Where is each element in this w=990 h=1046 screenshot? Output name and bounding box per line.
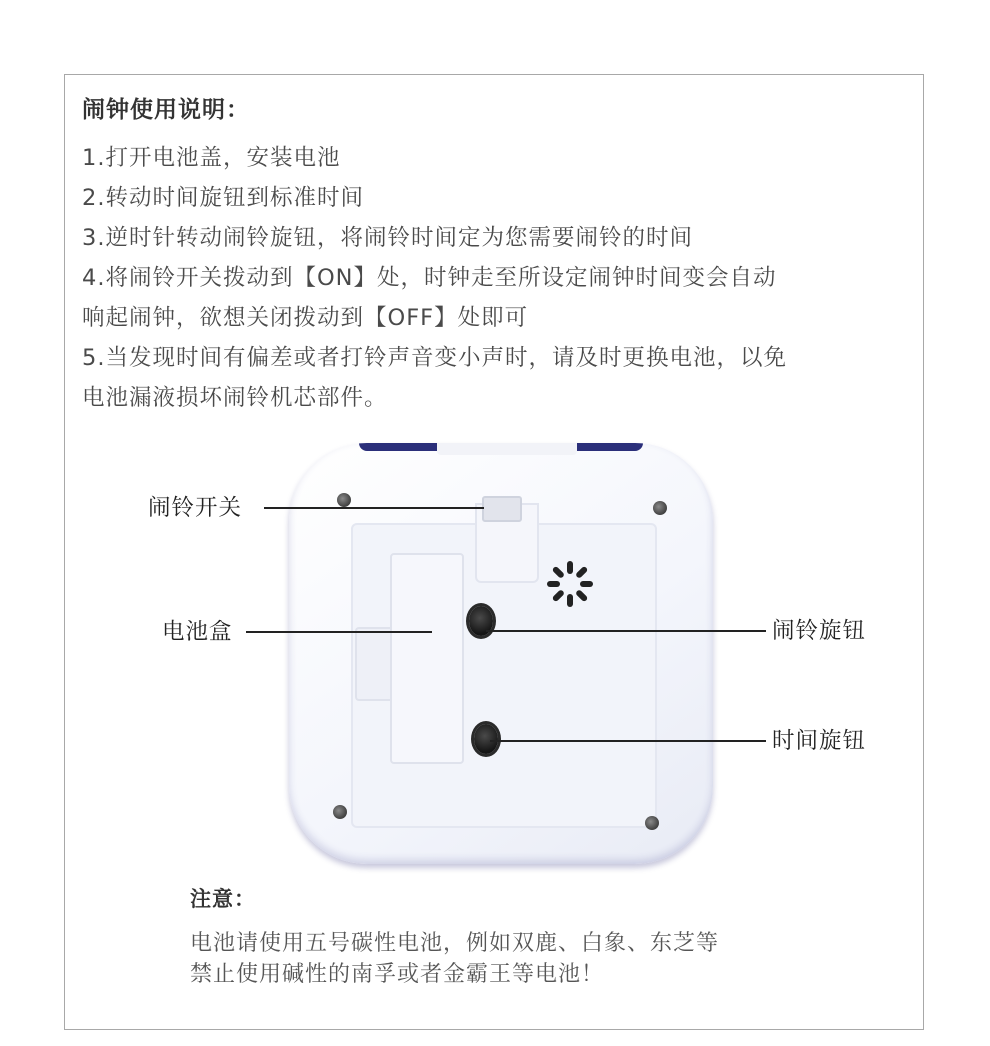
instruction-line: 3.逆时针转动闹铃旋钮，将闹铃时间定为您需要闹铃的时间 xyxy=(82,225,693,251)
note-heading: 注意： xyxy=(190,887,256,911)
callout-battery-box: 电池盒 xyxy=(162,619,233,645)
instruction-line: 响起闹钟，欲想关闭拨动到【OFF】处即可 xyxy=(82,305,529,331)
screw-icon xyxy=(653,501,667,515)
screw-icon xyxy=(337,493,351,507)
leader-line-time-knob xyxy=(490,740,766,742)
instructions-list xyxy=(82,138,912,418)
leader-line-battery-box xyxy=(246,631,432,633)
callout-time-knob: 时间旋钮 xyxy=(772,728,867,754)
note-line: 禁止使用碱性的南孚或者金霸王等电池！ xyxy=(190,962,605,987)
instruction-line: 2.转动时间旋钮到标准时间 xyxy=(82,185,364,211)
device-stand-tab xyxy=(437,443,577,455)
time-knob-icon xyxy=(474,724,498,754)
leader-line-alarm-knob xyxy=(486,630,766,632)
leader-line-alarm-switch xyxy=(264,507,484,509)
screw-icon xyxy=(645,816,659,830)
battery-compartment xyxy=(390,553,464,764)
note-list xyxy=(190,928,719,990)
screw-icon xyxy=(333,805,347,819)
note-line: 电池请使用五号碳性电池，例如双鹿、白象、东芝等 xyxy=(190,931,720,956)
callout-alarm-knob: 闹铃旋钮 xyxy=(772,618,867,644)
instruction-line: 电池漏液损坏闹铃机芯部件。 xyxy=(82,385,388,411)
speaker-grille-icon xyxy=(547,561,593,607)
instruction-line: 4.将闹铃开关拨动到【ON】处，时钟走至所设定闹钟时间变会自动 xyxy=(82,265,777,291)
callout-alarm-switch: 闹铃开关 xyxy=(148,495,243,521)
instruction-line: 5.当发现时间有偏差或者打铃声音变小声时，请及时更换电池，以免 xyxy=(82,345,787,371)
instruction-line: 1.打开电池盖，安装电池 xyxy=(82,145,341,171)
instructions-heading: 闹钟使用说明： xyxy=(82,97,250,123)
alarm-switch xyxy=(482,496,522,522)
